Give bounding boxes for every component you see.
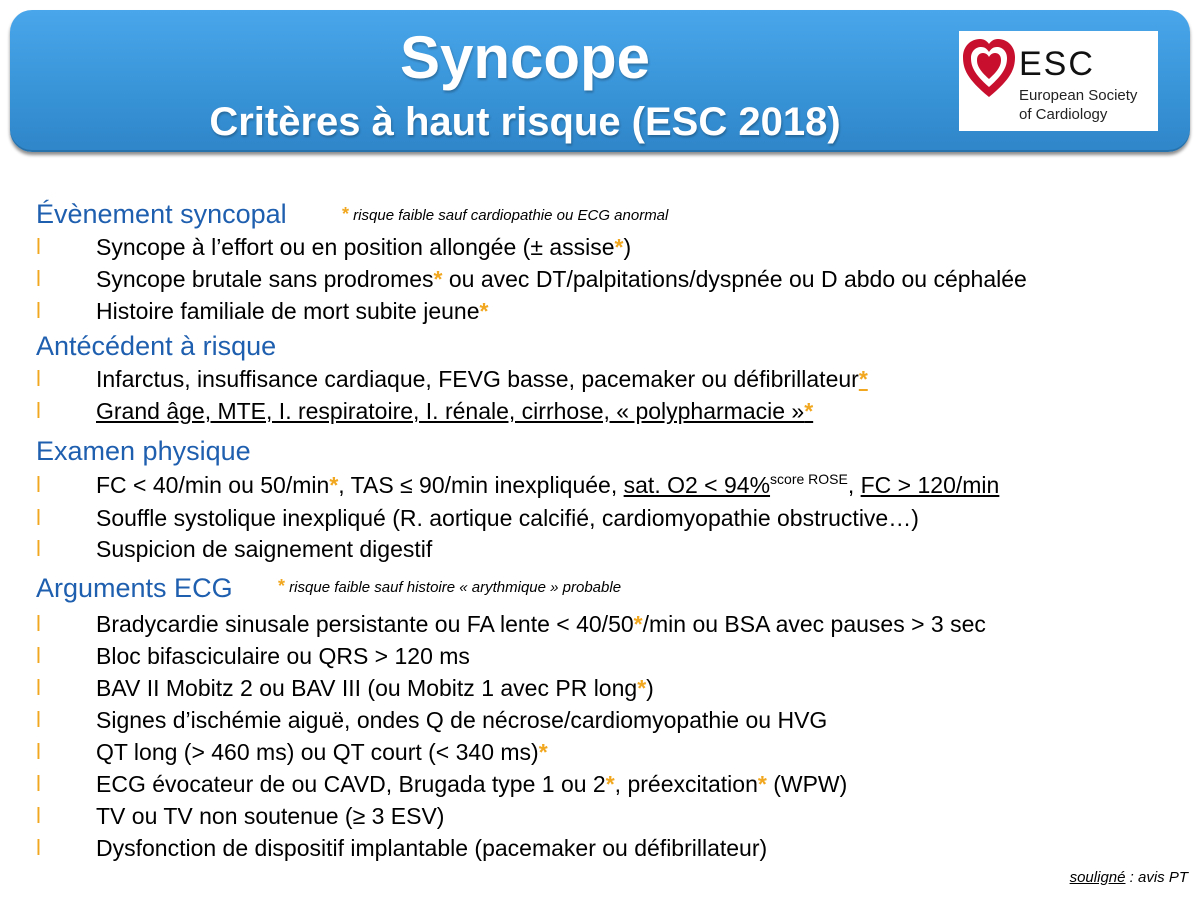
bullet-icon: l [36, 835, 41, 860]
section-title-evenement: Évènement syncopal [36, 199, 287, 229]
bullet-icon: l [36, 298, 41, 323]
logo-name-line2: of Cardiology [1019, 106, 1108, 123]
section-note-evenement: * risque faible sauf cardiopathie ou ECG anormal [342, 204, 669, 224]
bullet-icon: l [36, 366, 41, 391]
bullet-icon: l [36, 803, 41, 828]
bullet-icon: l [36, 611, 41, 636]
bullet-icon: l [36, 266, 41, 291]
esc-heart-logo-icon [961, 35, 1017, 101]
bullet-icon: l [36, 234, 41, 259]
bullet-icon: l [36, 536, 41, 561]
section-note-ecg: * risque faible sauf histoire « arythmique » probable [278, 576, 622, 596]
bullet-icon: l [36, 398, 41, 423]
logo-name-line1: European Society [1019, 87, 1138, 104]
logo-abbreviation: ESC [1019, 45, 1095, 83]
slide-subtitle: Critères à haut risque (ESC 2018) [209, 100, 841, 144]
bullet-icon: l [36, 505, 41, 530]
section-title-examen: Examen physique [36, 436, 251, 466]
bullet-icon: l [36, 472, 41, 497]
section-title-ecg: Arguments ECG [36, 573, 233, 603]
bullet-icon: l [36, 739, 41, 764]
bullet-icon: l [36, 643, 41, 668]
bullet-icon: l [36, 707, 41, 732]
bullet-icon: l [36, 771, 41, 796]
section-title-antecedent: Antécédent à risque [36, 331, 277, 361]
esc-logo [959, 31, 1158, 131]
bullet-icon: l [36, 675, 41, 700]
slide-title: Syncope [399, 24, 651, 91]
footer-legend: souligné : avis PT [1069, 869, 1188, 886]
